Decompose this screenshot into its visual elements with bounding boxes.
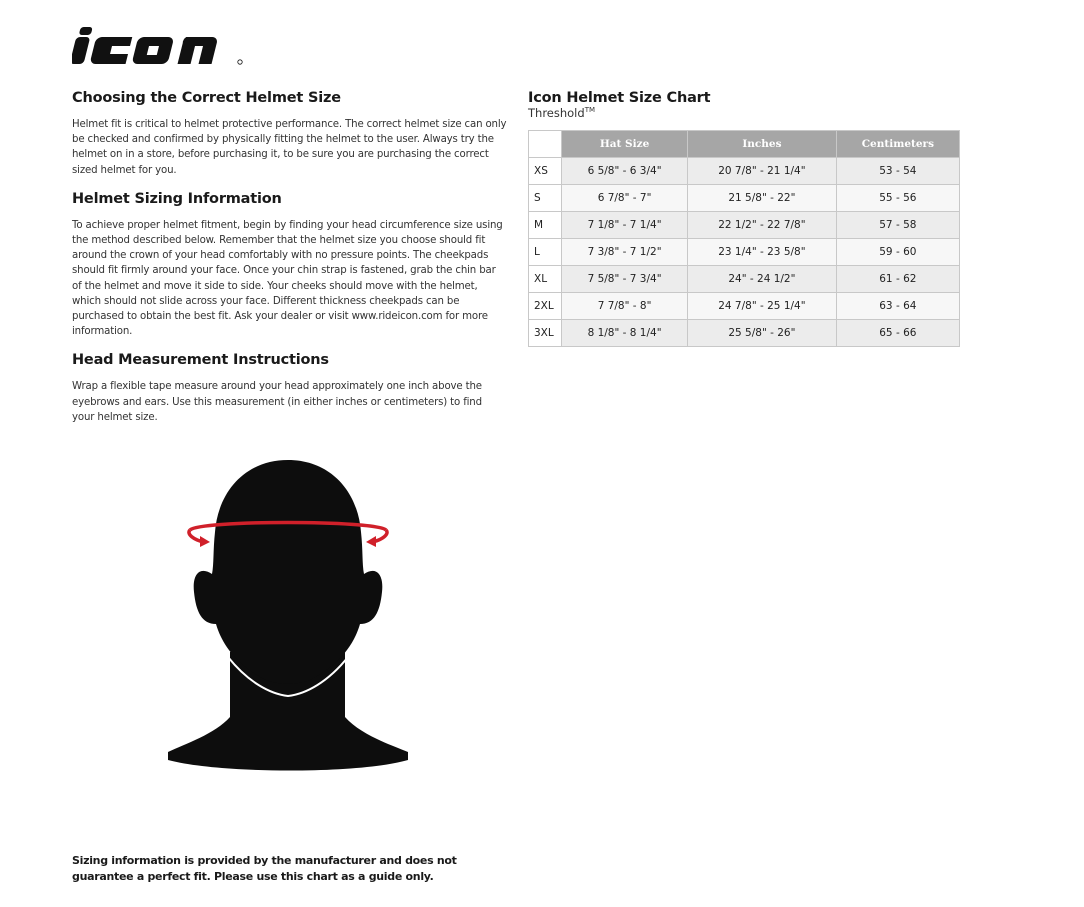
col-header-hat-size: Hat Size: [562, 131, 688, 158]
hat-size-cell: 6 5/8" - 6 3/4": [562, 158, 688, 185]
table-header-row: [529, 131, 960, 158]
trademark-mark: TM: [584, 106, 596, 115]
centimeters-cell: 59 - 60: [836, 239, 959, 266]
hat-size-cell: 7 1/8" - 7 1/4": [562, 212, 688, 239]
centimeters-cell: 55 - 56: [836, 185, 959, 212]
icon-logo: [72, 22, 252, 68]
inches-cell: 24" - 24 1/2": [688, 266, 837, 293]
hat-size-cell: 7 7/8" - 8": [562, 293, 688, 320]
centimeters-cell: 63 - 64: [836, 293, 959, 320]
size-label: S: [529, 185, 562, 212]
section-choosing-size: [72, 90, 507, 178]
disclaimer-text: Sizing information is provided by the manufacturer and does not guarantee a perfect fit. Please use this chart as a guide only.: [72, 854, 457, 883]
centimeters-cell: 65 - 66: [836, 320, 959, 347]
inches-cell: 20 7/8" - 21 1/4": [688, 158, 837, 185]
table-row: [529, 320, 960, 347]
size-label: L: [529, 239, 562, 266]
inches-cell: 23 1/4" - 23 5/8": [688, 239, 837, 266]
section-title: Helmet Sizing Information: [72, 190, 282, 207]
chart-subtitle-text: Threshold: [528, 106, 585, 120]
section-sizing-info: [72, 191, 507, 340]
section-body: To achieve proper helmet fitment, begin by finding your head circumference size using the method described below. Remember that the helmet size you choose should fit around the crown of your head comfortably with no pressure points. The cheekpads should fit firmly around your face. Once your chin strap is fastened, grab the chin bar of the helmet and move it side to side. Your cheeks should move with the helmet, which should not slide across your face. Different thickness cheekpads can be purchased to obtain the best fit. Ask your dealer or visit www.rideicon.com for more information.: [72, 219, 503, 338]
header-corner: [529, 131, 562, 158]
table-row: [529, 185, 960, 212]
size-label: 3XL: [529, 320, 562, 347]
size-chart: [528, 90, 960, 347]
inches-cell: 22 1/2" - 22 7/8": [688, 212, 837, 239]
centimeters-cell: 61 - 62: [836, 266, 959, 293]
section-measurement: [72, 352, 507, 425]
inches-cell: 25 5/8" - 26": [688, 320, 837, 347]
size-table: [528, 130, 960, 347]
hat-size-cell: 7 5/8" - 7 3/4": [562, 266, 688, 293]
table-row: [529, 239, 960, 266]
hat-size-cell: 8 1/8" - 8 1/4": [562, 320, 688, 347]
centimeters-cell: 57 - 58: [836, 212, 959, 239]
size-label: XL: [529, 266, 562, 293]
head-silhouette-icon: [160, 452, 415, 802]
chart-title: Icon Helmet Size Chart: [528, 90, 711, 106]
section-title: Choosing the Correct Helmet Size: [72, 90, 341, 106]
table-row: [529, 158, 960, 185]
inches-cell: 21 5/8" - 22": [688, 185, 837, 212]
inches-cell: 24 7/8" - 25 1/4": [688, 293, 837, 320]
table-row: [529, 266, 960, 293]
info-column: [72, 90, 507, 438]
section-body: Wrap a flexible tape measure around your head approximately one inch above the eyebrows and ears. Use this measurement (in either inches or centimeters) to find your helmet size.: [72, 381, 482, 423]
col-header-inches: Inches: [688, 131, 837, 158]
col-header-centimeters: Centimeters: [836, 131, 959, 158]
hat-size-cell: 7 3/8" - 7 1/2": [562, 239, 688, 266]
table-row: [529, 293, 960, 320]
hat-size-cell: 6 7/8" - 7": [562, 185, 688, 212]
centimeters-cell: 53 - 54: [836, 158, 959, 185]
section-title: Head Measurement Instructions: [72, 352, 329, 369]
size-label: 2XL: [529, 293, 562, 320]
table-row: [529, 212, 960, 239]
size-label: M: [529, 212, 562, 239]
size-label: XS: [529, 158, 562, 185]
chart-subtitle: [528, 106, 960, 120]
section-body: Helmet fit is critical to helmet protective performance. The correct helmet size can only be checked and confirmed by physically fitting the helmet to the user. Always try the helmet on in a store, before purchasing it, to be sure you are purchasing the correct sized helmet for you.: [72, 119, 507, 176]
